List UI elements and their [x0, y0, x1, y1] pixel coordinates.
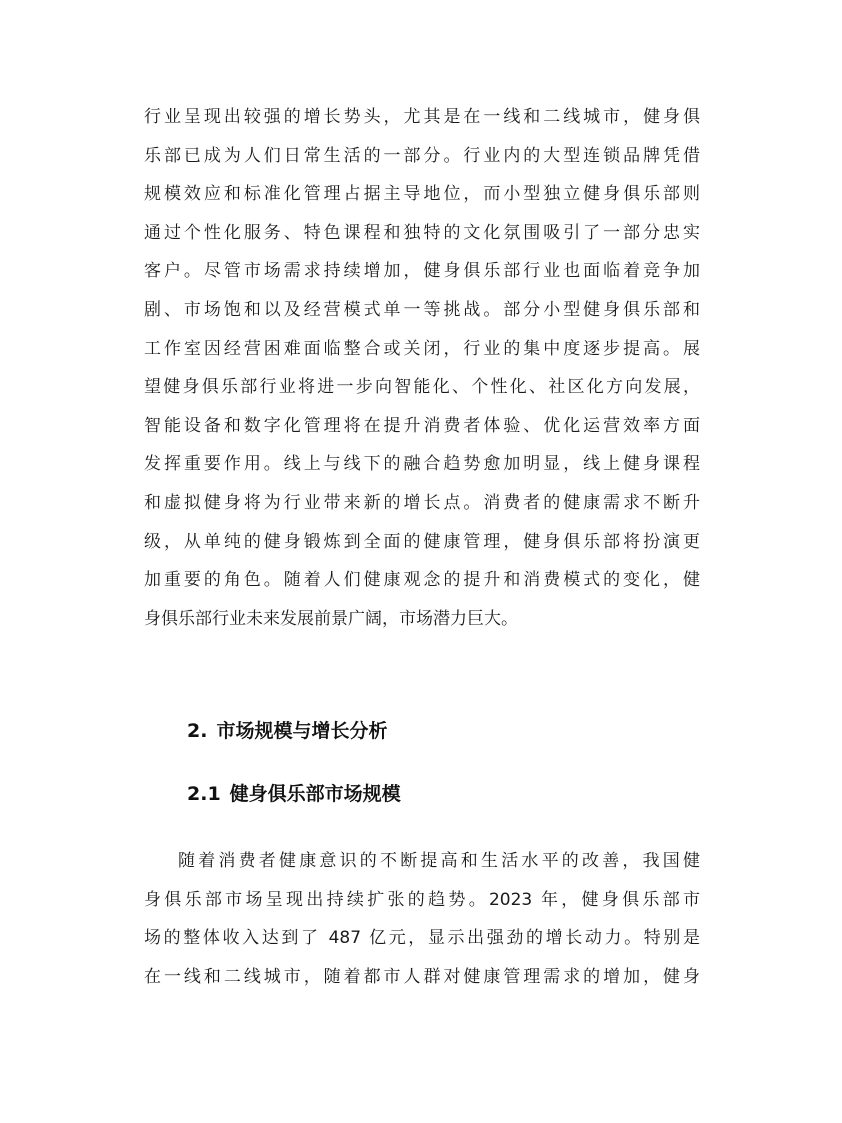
- text-line: 行业呈现出较强的增长势头，尤其是在一线和二线城市，健身俱: [144, 107, 700, 127]
- text-line: 和虚拟健身将为行业带来新的增长点。消费者的健康需求不断升: [144, 492, 700, 513]
- text-line: 发挥重要作用。线上与线下的融合趋势愈加明显，线上健身课程: [144, 454, 700, 475]
- text-line: 客户。尽管市场需求持续增加，健身俱乐部行业也面临着竞争加: [144, 261, 700, 282]
- text-line: 望健身俱乐部行业将进一步向智能化、个性化、社区化方向发展，: [144, 377, 700, 398]
- text-line: 身俱乐部行业未来发展前景广阔，市场潜力巨大。: [144, 608, 518, 629]
- subsection-heading: [187, 779, 401, 806]
- text-line: 随着消费者健康意识的不断提高和生活水平的改善，我国健: [178, 851, 700, 871]
- intro-paragraph: [144, 98, 700, 638]
- text-line: 场的整体收入达到了 487 亿元，显示出强劲的增长动力。特别是: [144, 928, 700, 949]
- text-line: 通过个性化服务、特色课程和独特的文化氛围吸引了一部分忠实: [144, 222, 700, 243]
- text-line: 加重要的角色。随着人们健康观念的提升和消费模式的变化，健: [144, 570, 700, 591]
- text-line: 级，从单纯的健身锻炼到全面的健康管理，健身俱乐部将扮演更: [144, 531, 700, 552]
- text-line: 智能设备和数字化管理将在提升消费者体验、优化运营效率方面: [144, 415, 700, 436]
- section-heading: [187, 716, 387, 743]
- subsection-title: 健身俱乐部市场规模: [229, 783, 401, 805]
- text-line: 工作室因经营困难面临整合或关闭，行业的集中度逐步提高。展: [144, 338, 700, 359]
- text-line: 身俱乐部市场呈现出持续扩张的趋势。2023 年，健身俱乐部市: [144, 889, 700, 910]
- section-title: 市场规模与增长分析: [216, 720, 388, 742]
- text-line: 规模效应和标准化管理占据主导地位，而小型独立健身俱乐部则: [144, 184, 700, 205]
- text-line: 在一线和二线城市，随着都市人群对健康管理需求的增加，健身: [144, 966, 700, 987]
- text-line: 乐部已成为人们日常生活的一部分。行业内的大型连锁品牌凭借: [144, 145, 700, 166]
- section-number: 2.: [187, 720, 208, 742]
- body-paragraph: [144, 842, 700, 996]
- subsection-number: 2.1: [187, 783, 221, 805]
- text-line: 剧、市场饱和以及经营模式单一等挑战。部分小型健身俱乐部和: [144, 299, 700, 320]
